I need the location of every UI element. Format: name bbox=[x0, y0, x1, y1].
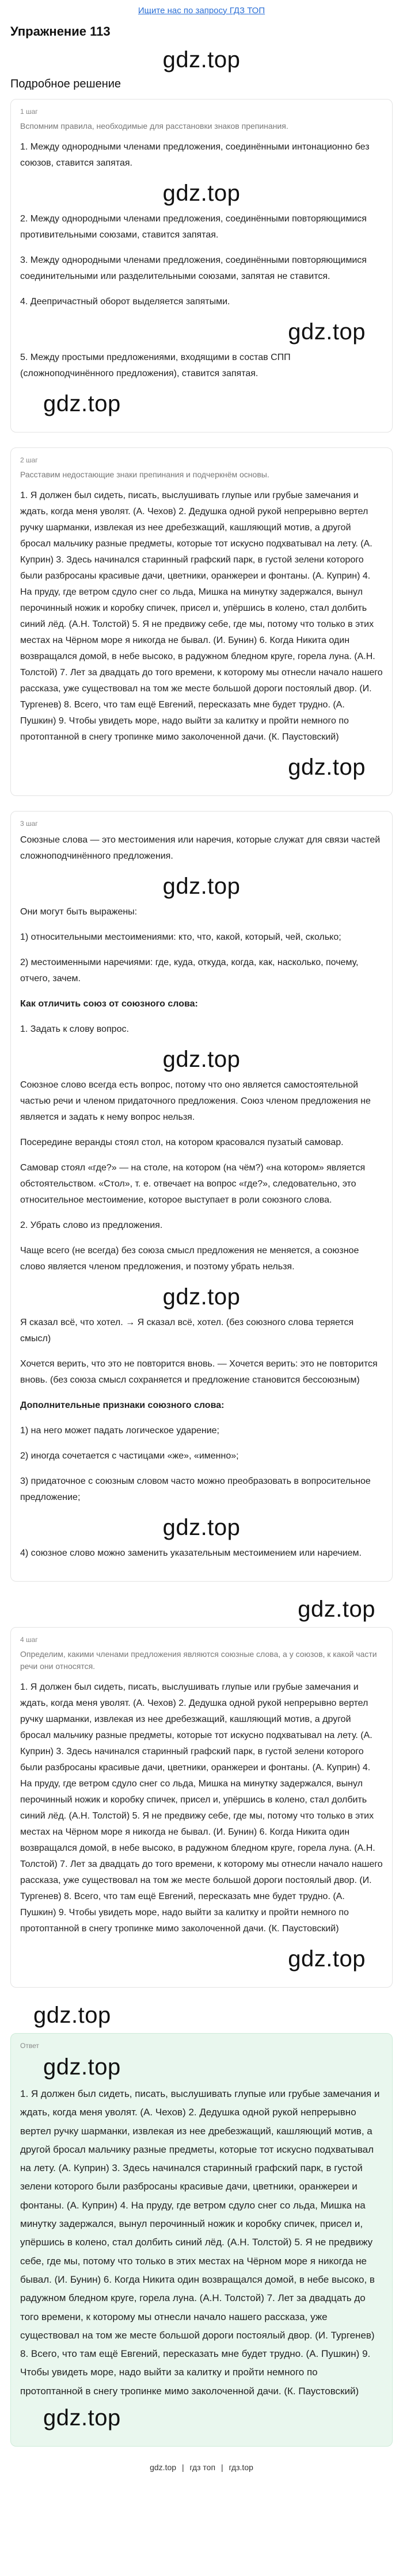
step-1-card bbox=[10, 99, 393, 432]
footer-item: гдз топ bbox=[189, 2463, 216, 2472]
main-content bbox=[0, 24, 403, 2477]
how-heading: Как отличить союз от союзного слова: bbox=[20, 999, 198, 1009]
step-4-card bbox=[10, 1627, 393, 1988]
watermark: gdz.top bbox=[162, 874, 241, 899]
rule-4: 4. Деепричастный оборот выделяется запятыми. bbox=[20, 297, 230, 307]
watermark: gdz.top bbox=[288, 1946, 366, 1972]
watermark: gdz.top bbox=[162, 1047, 241, 1072]
watermark: gdz.top bbox=[43, 2405, 121, 2431]
rule-5: 5. Между простыми предложениями, входящими в состав СПП (сложноподчинённого предложения), ставится запятая. bbox=[20, 353, 291, 378]
example-1: Посередине веранды стоял стол, на котором красовался пузатый самовар. bbox=[20, 1138, 344, 1147]
step-4-hint: Определим, какими членами предложения являются союзные слова, а у союзов, к какой части речи они относятся. bbox=[20, 1649, 377, 1671]
watermark: gdz.top bbox=[288, 755, 366, 780]
rule-2: 2. Между однородными членами предложения, соединёнными повторяющимися противительными союзами, ставится запятая. bbox=[20, 214, 367, 240]
step-2-card bbox=[10, 447, 393, 796]
step-2-text: 1. Я должен был сидеть, писать, выслушивать глупые или грубые замечания и ждать, когда меня уволят. (А. Чехов) 2. Дедушка одной рукой непрерывно вертел ручку шарманки, извлекая из нее дребезжащий, кашляющий мотив, а другой бросал мальчику разные предметы, которые тот искусно подхватывал на лету. (А. Куприн) 3. Здесь начинался старинный графский парк, в густой зелени которого были разбросаны красивые дачи, цветники, оранжереи и фонтаны. (А. Куприн) 4. На пруду, где ветром сдуло снег со льда, Мишка на минутку задержался, вынул перочинный ножик и коробку спичек, присел и, упёршись в колено, стал долбить синий лёд. (А.Н. Толстой) 5. Я не предвижу себе, где мы, потому что только в этих местах на Чёрном море я никогда не бывал. (И. Бунин) 6. Когда Никита один возвращался домой, в небе высоко, в радужном бледном круге, горела луна. (А.Н. Толстой) 7. Лет за двадцать до того времени, к которому мы отнесли начало нашего рассказа, уже существовал на том же месте большой дороги постоялый двор. (И. Тургенев) 8. Всего, что там ещё Евгений, пересказать мне будет трудно. (А. Пушкин) 9. Чтобы увидеть море, надо выйти за калитку и пройти немного по протоптанной в снегу тропинке мимо заколоченной дачи. (К. Паустовский) bbox=[20, 491, 383, 742]
step-4-text: 1. Я должен был сидеть, писать, выслушивать глупые или грубые замечания и ждать, когда меня уволят. (А. Чехов) 2. Дедушка одной рукой непрерывно вертел ручку шарманки, извлекая из нее дребезжащий, кашляющий мотив, а другой бросал мальчику разные предметы, которые тот искусно подхватывал на лету. (А. Куприн) 3. Здесь начинался старинный графский парк, в густой зелени которого были разбросаны красивые дачи, цветники, оранжереи и фонтаны. (А. Куприн) 4. На пруду, где ветром сдуло снег со льда, Мишка на минутку задержался, вынул перочинный ножик и коробку спичек, присел и, упёршись в колено, стал долбить синий лёд. (А.Н. Толстой) 5. Я не предвижу себе, где мы, потому что только в этих местах на Чёрном море я никогда не бывал. (И. Бунин) 6. Когда Никита один возвращался домой, в небе высоко, в радужном бледном круге, горела луна. (А.Н. Толстой) 7. Лет за двадцать до того времени, к которому мы отнесли начало нашего рассказа, уже существовал на том же месте большой дороги постоялый двор. (И. Тургенев) 8. Всего, что там ещё Евгений, пересказать мне будет трудно. (А. Пушкин) 9. Чтобы увидеть море, надо выйти за калитку и пройти немного по протоптанной в снегу тропинке мимо заколоченной дачи. (К. Паустовский) bbox=[20, 1682, 383, 1934]
example-4: Хочется верить, что это не повторится вновь. — Хочется верить: это не повторится вновь. (без союза смысл сохраняется и предложение становится бессоюзным) bbox=[20, 1359, 378, 1385]
watermark: gdz.top bbox=[162, 1515, 241, 1540]
extra-heading: Дополнительные признаки союзного слова: bbox=[20, 1400, 225, 1410]
step-4-label: 4 шаг bbox=[20, 1636, 38, 1644]
footer-item: гдз.top bbox=[229, 2463, 253, 2472]
how-1-text: Союзное слово всегда есть вопрос, потому что оно является самостоятельной частью речи и членом придаточного предложения. Союз членом предложения не является и задать к нему вопрос нельзя. bbox=[20, 1080, 371, 1122]
how-2-text: Чаще всего (не всегда) без союза смысл предложения не меняется, а союзное слово является членом предложения, и поэтому убрать нельзя. bbox=[20, 1246, 359, 1272]
watermark: gdz.top bbox=[33, 2003, 111, 2028]
watermark: gdz.top bbox=[43, 2054, 121, 2080]
watermark: gdz.top bbox=[43, 391, 121, 416]
watermark: gdz.top bbox=[162, 181, 241, 206]
footer bbox=[10, 2458, 393, 2477]
extra-4: 4) союзное слово можно заменить указательным местоимением или наречием. bbox=[20, 1548, 362, 1558]
type-1: 1) относительными местоимениями: кто, что, какой, который, чей, сколько; bbox=[20, 932, 341, 942]
top-banner bbox=[0, 0, 403, 21]
page-title: Упражнение 113 bbox=[10, 24, 111, 39]
example-2: Самовар стоял «где?» — на столе, на котором (на чём?) «на котором» является обстоятельством. «Стол», т. е. отвечает на вопрос «где?», следовательно, это относительное местоимение, которое выступает в роли союзного слова. bbox=[20, 1163, 366, 1205]
extra-1: 1) на него может падать логическое ударение; bbox=[20, 1426, 219, 1436]
extra-2: 2) иногда сочетается с частицами «же», «именно»; bbox=[20, 1451, 239, 1461]
step-3-label: 3 шаг bbox=[20, 820, 38, 828]
definition: Союзные слова — это местоимения или наречия, которые служат для связи частей сложноподчинённого предложения. bbox=[20, 835, 381, 861]
rule-3: 3. Между однородными членами предложения, соединёнными повторяющимися соединительными или разделительными союзами, запятая не ставится. bbox=[20, 255, 367, 281]
step-1-label: 1 шаг bbox=[20, 108, 38, 116]
answer-text: 1. Я должен был сидеть, писать, выслушивать глупые или грубые замечания и ждать, когда меня уволят. (А. Чехов) 2. Дедушка одной рукой непрерывно вертел ручку шарманки, извлекая из нее дребезжащий, кашляющий мотив, а другой бросал мальчику разные предметы, которые тот искусно подхватывал на лету. (А. Куприн) 3. Здесь начинался старинный графский парк, в густой зелени которого были разбросаны красивые дачи, цветники, оранжереи и фонтаны. (А. Куприн) 4. На пруду, где ветром сдуло снег со льда, Мишка на минутку задержался, вынул перочинный ножик и коробку спичек, присел и, упёршись в колено, стал долбить синий лёд. (А.Н. Толстой) 5. Я не предвижу себе, где мы, потому что только в этих местах на Чёрном море я никогда не бывал. (И. Бунин) 6. Когда Никита один возвращался домой, в небе высоко, в радужном бледном круге, горела луна. (А.Н. Толстой) 7. Лет за двадцать до того времени, к которому мы отнесли начало нашего рассказа, уже существовал на том же месте большой дороги постоялый двор. (И. Тургенев) 8. Всего, что там ещё Евгений, пересказать мне будет трудно. (А. Пушкин) 9. Чтобы увидеть море, надо выйти за калитку и пройти немного по протоптанной в снегу тропинке мимо заколоченной дачи. (К. Паустовский) bbox=[20, 2088, 380, 2397]
step-2-hint: Расставим недостающие знаки препинания и подчеркнём основы. bbox=[20, 470, 269, 479]
how-2: 2. Убрать слово из предложения. bbox=[20, 1220, 163, 1230]
step-2-label: 2 шаг bbox=[20, 456, 38, 464]
type-2: 2) местоименными наречиями: где, куда, откуда, когда, как, насколько, почему, отчего, зачем. bbox=[20, 958, 359, 983]
footer-separator: | bbox=[220, 2463, 223, 2472]
expressed-by: Они могут быть выражены: bbox=[20, 907, 138, 917]
footer-separator: | bbox=[181, 2463, 184, 2472]
search-hint-link[interactable]: Ищите нас по запросу ГДЗ ТОП bbox=[138, 5, 265, 16]
step-1-hint: Вспомним правила, необходимые для расстановки знаков препинания. bbox=[20, 121, 288, 131]
how-1: 1. Задать к слову вопрос. bbox=[20, 1024, 129, 1034]
example-3: Я сказал всё, что хотел. → Я сказал всё, хотел. (без союзного слова теряется смысл) bbox=[20, 1318, 354, 1343]
watermark: gdz.top bbox=[288, 319, 366, 345]
extra-3: 3) придаточное с союзным словом часто можно преобразовать в вопросительное предложение; bbox=[20, 1476, 371, 1502]
answer-card bbox=[10, 2033, 393, 2447]
footer-item: gdz.top bbox=[150, 2463, 177, 2472]
watermark: gdz.top bbox=[162, 47, 241, 72]
watermark: gdz.top bbox=[298, 1597, 375, 1622]
answer-label: Ответ bbox=[20, 2042, 39, 2050]
solution-title: Подробное решение bbox=[10, 78, 121, 90]
rule-1: 1. Между однородными членами предложения, соединёнными интонационно без союзов, ставится запятая. bbox=[20, 142, 370, 168]
step-3-card bbox=[10, 811, 393, 1582]
watermark: gdz.top bbox=[162, 1284, 241, 1310]
